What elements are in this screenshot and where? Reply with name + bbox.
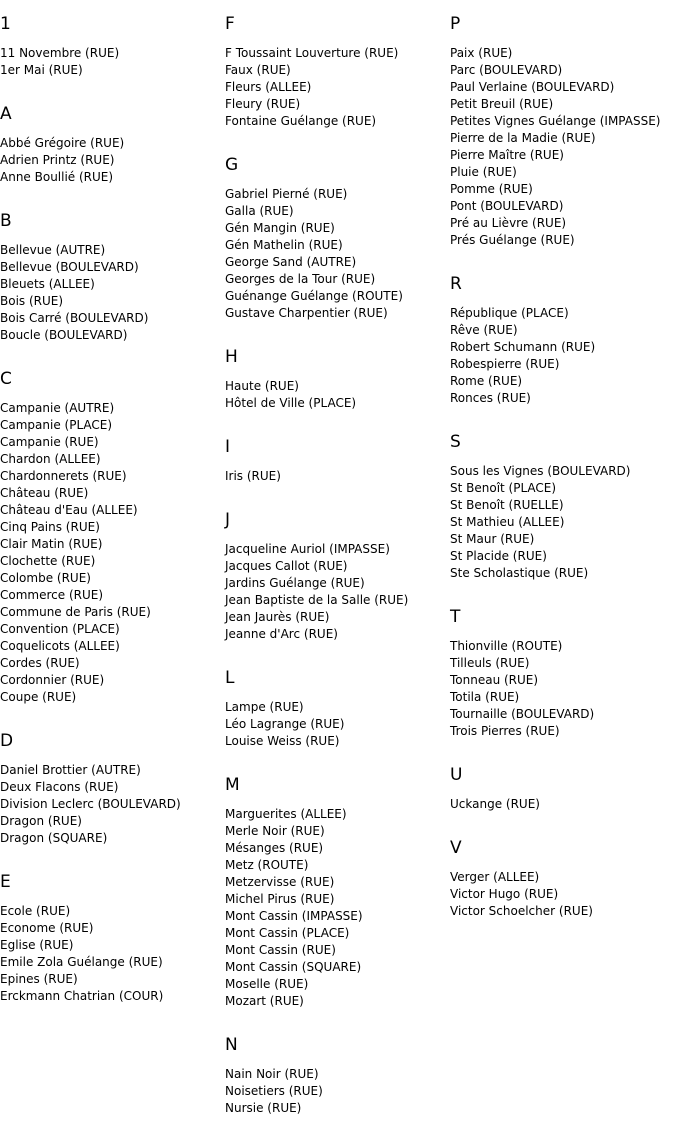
- street-list-item: Faux (RUE): [225, 63, 291, 77]
- section-letter-heading: L: [225, 668, 235, 688]
- street-list-item: Marguerites (ALLEE): [225, 807, 347, 821]
- street-list-item: Château (RUE): [0, 486, 89, 500]
- street-list-item: Galla (RUE): [225, 204, 294, 218]
- street-list-item: Victor Schoelcher (RUE): [450, 904, 593, 918]
- street-list: [450, 638, 672, 740]
- section-letter-heading: T: [450, 607, 461, 627]
- street-list-item: Convention (PLACE): [0, 622, 120, 636]
- letter-section: [225, 772, 447, 1010]
- street-list-item: Epines (RUE): [0, 972, 78, 986]
- street-list: [450, 45, 672, 249]
- street-list-item: Lampe (RUE): [225, 700, 304, 714]
- street-list: [450, 463, 672, 582]
- street-list: [225, 699, 447, 750]
- section-letter-heading: S: [450, 432, 461, 452]
- street-list-item: F Toussaint Louverture (RUE): [225, 46, 399, 60]
- letter-section: [225, 11, 447, 130]
- street-list-item: Colombe (RUE): [0, 571, 91, 585]
- street-list-item: Campanie (AUTRE): [0, 401, 115, 415]
- street-list-item: Merle Noir (RUE): [225, 824, 325, 838]
- street-list-item: Mont Cassin (SQUARE): [225, 960, 362, 974]
- street-list-item: Ecole (RUE): [0, 904, 71, 918]
- section-letter-heading: F: [225, 14, 235, 34]
- street-list-item: Daniel Brottier (AUTRE): [0, 763, 141, 777]
- street-list-item: Pont (BOULEVARD): [450, 199, 564, 213]
- street-list: [225, 45, 447, 130]
- street-list-item: Fontaine Guélange (RUE): [225, 114, 377, 128]
- street-list-item: Parc (BOULEVARD): [450, 63, 563, 77]
- street-list-item: Totila (RUE): [450, 690, 520, 704]
- street-list: [450, 305, 672, 407]
- street-list-item: Pierre de la Madie (RUE): [450, 131, 596, 145]
- letter-section: [450, 835, 672, 920]
- street-list-item: Bois (RUE): [0, 294, 64, 308]
- street-list-item: Econome (RUE): [0, 921, 94, 935]
- street-list-item: Gabriel Pierné (RUE): [225, 187, 348, 201]
- street-list-item: Fleury (RUE): [225, 97, 301, 111]
- street-list-item: Georges de la Tour (RUE): [225, 272, 376, 286]
- street-list: [0, 400, 222, 706]
- street-list-item: George Sand (AUTRE): [225, 255, 357, 269]
- street-list-item: Coquelicots (ALLEE): [0, 639, 120, 653]
- street-list-item: Rome (RUE): [450, 374, 523, 388]
- section-letter-heading: R: [450, 274, 462, 294]
- index-column: [450, 0, 672, 942]
- street-list-item: Tournaille (BOULEVARD): [450, 707, 595, 721]
- street-list-item: Division Leclerc (BOULEVARD): [0, 797, 181, 811]
- street-list: [225, 378, 447, 412]
- street-list-item: Ronces (RUE): [450, 391, 531, 405]
- letter-section: [0, 11, 222, 79]
- street-list-item: Verger (ALLEE): [450, 870, 540, 884]
- street-list-item: Campanie (RUE): [0, 435, 99, 449]
- street-list-item: Pierre Maître (RUE): [450, 148, 564, 162]
- street-list-item: Château d'Eau (ALLEE): [0, 503, 138, 517]
- street-list-item: Gén Mathelin (RUE): [225, 238, 343, 252]
- letter-section: [225, 507, 447, 643]
- street-list-item: Coupe (RUE): [0, 690, 77, 704]
- street-list-item: Robert Schumann (RUE): [450, 340, 596, 354]
- street-list-item: Bellevue (AUTRE): [0, 243, 106, 257]
- street-list-item: Erckmann Chatrian (COUR): [0, 989, 164, 1003]
- street-list-item: Haute (RUE): [225, 379, 299, 393]
- letter-section: [450, 11, 672, 249]
- street-list-item: Thionville (ROUTE): [450, 639, 563, 653]
- section-letter-heading: H: [225, 347, 238, 367]
- street-list-item: Pomme (RUE): [450, 182, 533, 196]
- street-list-item: Tilleuls (RUE): [450, 656, 530, 670]
- index-column: [0, 0, 222, 1027]
- street-list-item: Moselle (RUE): [225, 977, 309, 991]
- letter-section: [225, 1032, 447, 1117]
- street-list-item: République (PLACE): [450, 306, 569, 320]
- street-list-item: Jean Baptiste de la Salle (RUE): [225, 593, 409, 607]
- street-list-item: Jacqueline Auriol (IMPASSE): [225, 542, 390, 556]
- street-list-item: Uckange (RUE): [450, 797, 540, 811]
- street-list-item: Mont Cassin (RUE): [225, 943, 336, 957]
- index-column: [225, 0, 447, 1139]
- street-list-item: St Benoît (RUELLE): [450, 498, 564, 512]
- street-list-item: Metz (ROUTE): [225, 858, 309, 872]
- street-list-item: Mont Cassin (PLACE): [225, 926, 350, 940]
- street-list-item: Commerce (RUE): [0, 588, 104, 602]
- street-list-item: Emile Zola Guélange (RUE): [0, 955, 163, 969]
- street-list-item: Jean Jaurès (RUE): [225, 610, 330, 624]
- street-list-item: Michel Pirus (RUE): [225, 892, 335, 906]
- section-letter-heading: J: [225, 510, 231, 530]
- section-letter-heading: D: [0, 731, 14, 751]
- section-letter-heading: P: [450, 14, 461, 34]
- street-list-item: Petites Vignes Guélange (IMPASSE): [450, 114, 661, 128]
- section-letter-heading: C: [0, 369, 12, 389]
- street-list-item: Jardins Guélange (RUE): [225, 576, 365, 590]
- street-list-item: Ste Scholastique (RUE): [450, 566, 589, 580]
- street-list: [0, 903, 222, 1005]
- street-list-item: Bois Carré (BOULEVARD): [0, 311, 149, 325]
- letter-section: [225, 152, 447, 322]
- street-list: [0, 135, 222, 186]
- street-list-item: Dragon (RUE): [0, 814, 82, 828]
- section-letter-heading: 1: [0, 14, 11, 34]
- street-list-item: St Placide (RUE): [450, 549, 547, 563]
- street-list-item: Fleurs (ALLEE): [225, 80, 312, 94]
- section-letter-heading: B: [0, 211, 12, 231]
- street-list-item: Jacques Callot (RUE): [225, 559, 348, 573]
- street-list-item: Metzervisse (RUE): [225, 875, 335, 889]
- street-list-item: Chardonnerets (RUE): [0, 469, 127, 483]
- street-list-item: Boucle (BOULEVARD): [0, 328, 128, 342]
- street-list-item: 11 Novembre (RUE): [0, 46, 120, 60]
- street-list-item: 1er Mai (RUE): [0, 63, 83, 77]
- street-list-item: Nursie (RUE): [225, 1101, 302, 1115]
- street-list-item: Mont Cassin (IMPASSE): [225, 909, 363, 923]
- street-list: [225, 806, 447, 1010]
- street-list-item: Noisetiers (RUE): [225, 1084, 323, 1098]
- street-list-item: Hôtel de Ville (PLACE): [225, 396, 357, 410]
- street-list-item: Iris (RUE): [225, 469, 281, 483]
- street-list-item: Clochette (RUE): [0, 554, 96, 568]
- section-letter-heading: G: [225, 155, 239, 175]
- street-list-item: Chardon (ALLEE): [0, 452, 101, 466]
- street-list-item: Mozart (RUE): [225, 994, 304, 1008]
- letter-section: [0, 366, 222, 706]
- street-list-item: Louise Weiss (RUE): [225, 734, 340, 748]
- letter-section: [225, 344, 447, 412]
- street-list: [225, 541, 447, 643]
- letter-section: [450, 604, 672, 740]
- street-list-item: Cordonnier (RUE): [0, 673, 105, 687]
- letter-section: [225, 665, 447, 750]
- street-list-item: Petit Breuil (RUE): [450, 97, 554, 111]
- street-list-item: Léo Lagrange (RUE): [225, 717, 345, 731]
- letter-section: [0, 208, 222, 344]
- street-list-item: Bellevue (BOULEVARD): [0, 260, 139, 274]
- section-letter-heading: E: [0, 872, 11, 892]
- street-list-item: Robespierre (RUE): [450, 357, 560, 371]
- street-list-item: Deux Flacons (RUE): [0, 780, 119, 794]
- street-list: [0, 242, 222, 344]
- street-list-item: St Maur (RUE): [450, 532, 535, 546]
- street-list-item: Clair Matin (RUE): [0, 537, 103, 551]
- section-letter-heading: V: [450, 838, 462, 858]
- letter-section: [0, 728, 222, 847]
- street-list-item: Cordes (RUE): [0, 656, 80, 670]
- street-list-item: Mésanges (RUE): [225, 841, 324, 855]
- letter-section: [450, 429, 672, 582]
- letter-section: [0, 101, 222, 186]
- street-list-item: Nain Noir (RUE): [225, 1067, 319, 1081]
- street-list-item: Victor Hugo (RUE): [450, 887, 559, 901]
- letter-section: [450, 762, 672, 813]
- street-list: [450, 796, 672, 813]
- section-letter-heading: U: [450, 765, 463, 785]
- street-list-item: Dragon (SQUARE): [0, 831, 108, 845]
- street-list: [225, 186, 447, 322]
- street-list-item: Jeanne d'Arc (RUE): [225, 627, 338, 641]
- section-letter-heading: M: [225, 775, 240, 795]
- street-list-item: Commune de Paris (RUE): [0, 605, 151, 619]
- street-list-item: Trois Pierres (RUE): [450, 724, 560, 738]
- street-list-item: Gén Mangin (RUE): [225, 221, 335, 235]
- street-list-item: St Benoît (PLACE): [450, 481, 557, 495]
- street-list-item: Eglise (RUE): [0, 938, 74, 952]
- letter-section: [0, 869, 222, 1005]
- street-list-item: Paul Verlaine (BOULEVARD): [450, 80, 615, 94]
- street-list-item: Bleuets (ALLEE): [0, 277, 95, 291]
- letter-section: [225, 434, 447, 485]
- letter-section: [450, 271, 672, 407]
- street-list: [225, 1066, 447, 1117]
- street-list-item: Campanie (PLACE): [0, 418, 113, 432]
- street-list-item: Prés Guélange (RUE): [450, 233, 575, 247]
- street-list-item: Pluie (RUE): [450, 165, 517, 179]
- street-list: [0, 45, 222, 79]
- street-list-item: Adrien Printz (RUE): [0, 153, 115, 167]
- street-list-item: Gustave Charpentier (RUE): [225, 306, 388, 320]
- street-list-item: Anne Boullié (RUE): [0, 170, 114, 184]
- street-list-item: Paix (RUE): [450, 46, 513, 60]
- section-letter-heading: N: [225, 1035, 238, 1055]
- street-list-item: Tonneau (RUE): [450, 673, 539, 687]
- street-list-item: Cinq Pains (RUE): [0, 520, 100, 534]
- street-list: [450, 869, 672, 920]
- street-list-item: St Mathieu (ALLEE): [450, 515, 565, 529]
- section-letter-heading: I: [225, 437, 231, 457]
- street-list-item: Pré au Lièvre (RUE): [450, 216, 567, 230]
- street-list-item: Abbé Grégoire (RUE): [0, 136, 125, 150]
- section-letter-heading: A: [0, 104, 12, 124]
- street-list: [225, 468, 447, 485]
- street-list-item: Sous les Vignes (BOULEVARD): [450, 464, 631, 478]
- street-list-item: Rêve (RUE): [450, 323, 518, 337]
- street-list-item: Guénange Guélange (ROUTE): [225, 289, 403, 303]
- street-list: [0, 762, 222, 847]
